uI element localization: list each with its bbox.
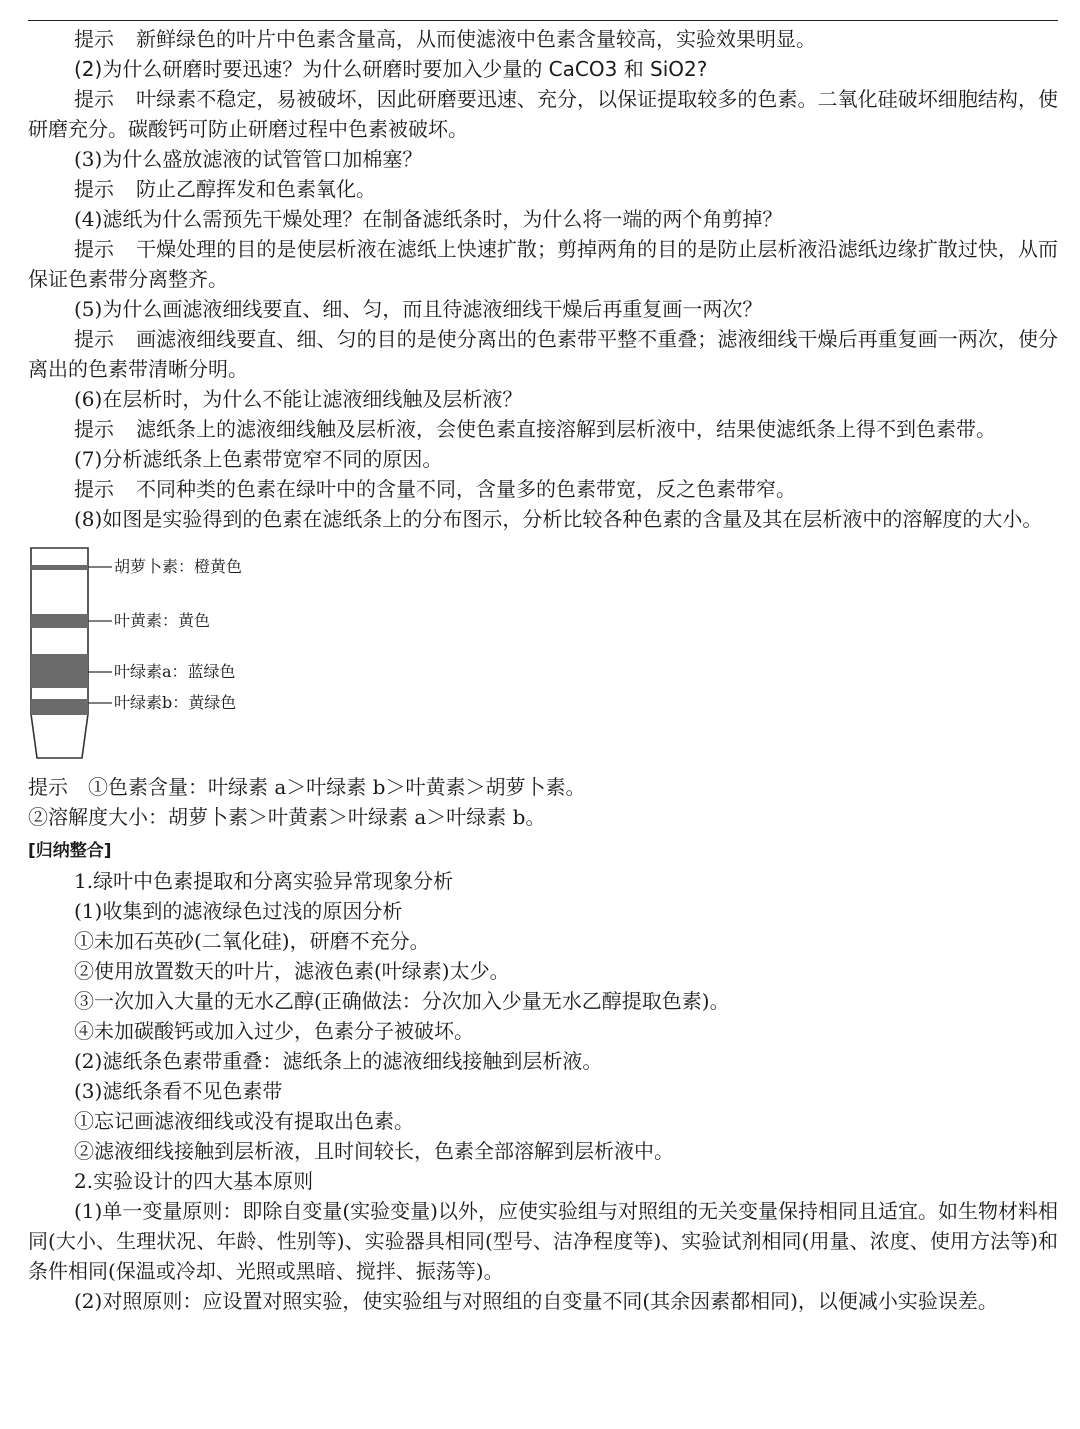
label-chlorophyll-a: 叶绿素a：蓝绿色	[114, 662, 236, 681]
tip-paragraph: 提示 干燥处理的目的是使层析液在滤纸上快速扩散；剪掉两角的目的是防止层析液沿滤纸边缘扩散过快，从而保证色素带分离整齐。	[28, 237, 1059, 291]
question-8: (8)如图是实验得到的色素在滤纸条上的分布图示，分析比较各种色素的含量及其在层析液中的溶解度的大小。	[74, 507, 1043, 531]
question-4: (4)滤纸为什么需预先干燥处理？在制备滤纸条时，为什么将一端的两个角剪掉？	[74, 207, 783, 231]
answer-line-1: 提示 ①色素含量：叶绿素 a＞叶绿素 b＞叶黄素＞胡萝卜素。	[28, 775, 586, 799]
tip-paragraph: 提示 防止乙醇挥发和色素氧化。	[74, 177, 376, 201]
band-carotene	[31, 565, 88, 570]
summary-line: ①忘记画滤液细线或没有提取出色素。	[74, 1109, 414, 1133]
summary-line: (1)单一变量原则：即除自变量(实验变量)以外，应使实验组与对照组的无关变量保持相同且适宜。如生物材料相同(大小、生理状况、年龄、性别等)、实验器具相同(型号、洁净程度等)、实验试剂相同(用量、浓度、使用方法等)和条件相同(保温或冷却、光照或黑暗、搅拌、振荡等)。	[28, 1199, 1058, 1283]
tip-paragraph: 提示 画滤液细线要直、细、匀的目的是使分离出的色素带平整不重叠；滤液细线干燥后再重复画一两次，使分离出的色素带清晰分明。	[28, 327, 1059, 381]
label-xanthophyll: 叶黄素：黄色	[114, 611, 211, 630]
label-chlorophyll-b: 叶绿素b：黄绿色	[114, 693, 237, 712]
band-chlorophyll-a	[31, 654, 88, 688]
summary-line: 1.绿叶中色素提取和分离实验异常现象分析	[74, 869, 454, 893]
question-5: (5)为什么画滤液细线要直、细、匀，而且待滤液细线干燥后再重复画一两次？	[74, 297, 763, 321]
answer-line-2: ②溶解度大小：胡萝卜素＞叶黄素＞叶绿素 a＞叶绿素 b。	[28, 805, 546, 829]
page-content	[28, 24, 1058, 1316]
top-rule	[28, 20, 1058, 21]
question-2: (2)为什么研磨时要迅速？为什么研磨时要加入少量的 CaCO3 和 SiO2?	[74, 57, 708, 81]
question-6: (6)在层析时，为什么不能让滤液细线触及层析液？	[74, 387, 523, 411]
summary-line: ④未加碳酸钙或加入过少，色素分子被破坏。	[74, 1019, 474, 1043]
summary-line: (3)滤纸条看不见色素带	[74, 1079, 283, 1103]
summary-line: (2)滤纸条色素带重叠：滤纸条上的滤液细线接触到层析液。	[74, 1049, 603, 1073]
tip-paragraph: 提示 新鲜绿色的叶片中色素含量高，从而使滤液中色素含量较高，实验效果明显。	[74, 27, 816, 51]
summary-line: ①未加石英砂(二氧化硅)，研磨不充分。	[74, 929, 430, 953]
band-chlorophyll-b	[31, 699, 88, 715]
chromatography-strip-figure	[28, 546, 348, 766]
summary-line: ②使用放置数天的叶片，滤液色素(叶绿素)太少。	[74, 959, 510, 983]
strip-outline	[31, 548, 88, 758]
label-carotene: 胡萝卜素：橙黄色	[114, 557, 243, 576]
summary-line: (1)收集到的滤液绿色过浅的原因分析	[74, 899, 403, 923]
summary-line: ③一次加入大量的无水乙醇(正确做法：分次加入少量无水乙醇提取色素)。	[74, 989, 730, 1013]
question-7: (7)分析滤纸条上色素带宽窄不同的原因。	[74, 447, 443, 471]
tip-paragraph: 提示 不同种类的色素在绿叶中的含量不同，含量多的色素带宽，反之色素带窄。	[74, 477, 796, 501]
question-3: (3)为什么盛放滤液的试管管口加棉塞？	[74, 147, 423, 171]
summary-line: ②滤液细线接触到层析液，且时间较长，色素全部溶解到层析液中。	[74, 1139, 674, 1163]
summary-line: 2.实验设计的四大基本原则	[74, 1169, 314, 1193]
tip-paragraph: 提示 叶绿素不稳定，易被破坏，因此研磨要迅速、充分，以保证提取较多的色素。二氧化硅破坏细胞结构，使研磨充分。碳酸钙可防止研磨过程中色素被破坏。	[28, 87, 1059, 141]
filter-paper-strip	[28, 546, 118, 766]
summary-line: (2)对照原则：应设置对照实验，使实验组与对照组的自变量不同(其余因素都相同)，以便减小实验误差。	[74, 1289, 998, 1313]
tip-paragraph: 提示 滤纸条上的滤液细线触及层析液，会使色素直接溶解到层析液中，结果使滤纸条上得不到色素带。	[74, 417, 996, 441]
band-xanthophyll	[31, 614, 88, 628]
summary-heading: [归纳整合]	[28, 841, 112, 861]
